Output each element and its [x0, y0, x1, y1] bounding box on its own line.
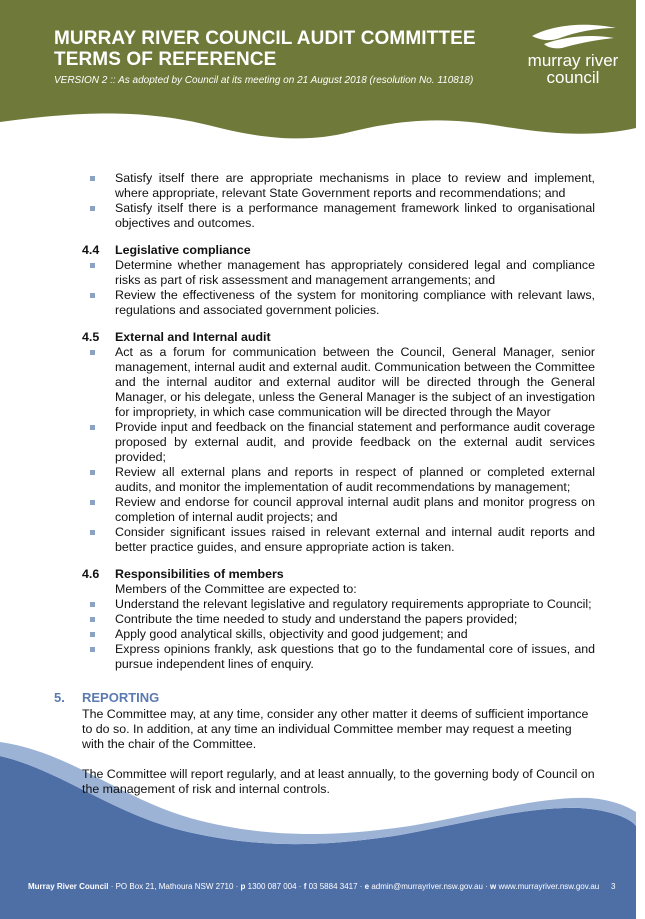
sections-container [82, 243, 595, 672]
page-number: 3 [611, 882, 616, 891]
section-heading [82, 243, 595, 258]
section-heading [82, 567, 595, 582]
bullet-item: Satisfy itself there are appropriate mechanisms in place to review and implement, where appropriate, relevant State Government reports and recommendations; and [115, 171, 595, 200]
footer-contact [28, 882, 599, 891]
document-title [54, 28, 476, 70]
reporting-section [54, 690, 595, 812]
footer-email-label: e [364, 882, 370, 891]
bullet-item: Satisfy itself there is a performance management framework linked to organisational objectives and outcomes. [115, 201, 595, 230]
section-number: 4.6 [82, 567, 100, 581]
footer-phone-label: p [240, 882, 246, 891]
section-number: 4.4 [82, 243, 100, 257]
river-swoosh-icon [518, 22, 628, 52]
reporting-heading [54, 690, 595, 705]
footer-fax: 03 5884 3417 · [306, 882, 365, 891]
section-bullet-list [82, 258, 595, 318]
section-title: Legislative compliance [115, 243, 251, 257]
bullet-item: Act as a forum for communication between the Council, General Manager, senior management, internal audit and external audit. Communication between the Committee and the internal auditor and external auditor will be directed through the General Manager, or his delegate, unless the General Manager is the subject of an investigation for impropriety, in which case communication will be directed through the Mayor [115, 345, 595, 419]
reporting-title: REPORTING [82, 690, 160, 705]
bullet-item: Understand the relevant legislative and regulatory requirements appropriate to Council; [115, 597, 595, 612]
section-4-5 [82, 330, 595, 555]
footer-web: www.murrayriver.nsw.gov.au [496, 882, 600, 891]
section-heading [82, 330, 595, 345]
version-line: VERSION 2 :: As adopted by Council at its meeting on 21 August 2018 (resolution No. 110818) [54, 75, 474, 86]
section-4-6 [82, 567, 595, 672]
section-bullet-list [82, 345, 595, 555]
logo-line-2: council [546, 68, 600, 87]
logo-line-1: murray river [527, 51, 619, 70]
footer-org: Murray River Council [28, 882, 109, 891]
bullet-item: Consider significant issues raised in relevant external and internal audit reports and better practice guides, and ensure appropriate action is taken. [115, 525, 595, 554]
footer-fax-label: f [303, 882, 307, 891]
bullet-item: Determine whether management has appropriately considered legal and compliance risks as part of risk assessment and management arrangements; and [115, 258, 595, 287]
footer-phone: 1300 087 004 · [245, 882, 304, 891]
title-line-2: TERMS OF REFERENCE [54, 49, 277, 70]
reporting-number: 5. [54, 690, 65, 705]
bullet-item: Apply good analytical skills, objectivity and good judgement; and [115, 627, 595, 642]
title-line-1: MURRAY RIVER COUNCIL AUDIT COMMITTEE [54, 28, 476, 49]
bullet-item: Review all external plans and reports in respect of planned or completed external audits, and monitor the implementation of audit recommendations by management; [115, 465, 595, 494]
section-4-4 [82, 243, 595, 318]
main-content [82, 171, 595, 672]
reporting-body [54, 707, 595, 797]
bullet-item: Review and endorse for council approval internal audit plans and monitor progress on completion of internal audit projects; and [115, 495, 595, 524]
bullet-item: Contribute the time needed to study and understand the papers provided; [115, 612, 595, 627]
bullet-item: Review the effectiveness of the system for monitoring compliance with relevant laws, regulations and associated government policies. [115, 288, 595, 317]
footer-address: · PO Box 21, Mathoura NSW 2710 · [108, 882, 241, 891]
section-bullet-list [82, 597, 595, 672]
logo-text [518, 52, 628, 86]
section-number: 4.5 [82, 330, 100, 344]
bullet-item: Provide input and feedback on the financial statement and performance audit coverage proposed by external audit, and provide feedback on the external audit services provided; [115, 420, 595, 464]
intro-bullet-list [82, 171, 595, 231]
footer-email: admin@murrayriver.nsw.gov.au · [369, 882, 491, 891]
bullet-item: Express opinions frankly, ask questions that go to the fundamental core of issues, and pursue independent lines of enquiry. [115, 642, 595, 671]
footer-web-label: w [490, 882, 497, 891]
reporting-paragraph: The Committee will report regularly, and at least annually, to the governing body of Council on the management of risk and internal controls. [82, 767, 595, 796]
council-logo [518, 22, 628, 92]
reporting-paragraph: The Committee may, at any time, consider any other matter it deems of sufficient importance to do so. In addition, at any time an individual Committee member may request a meeting with the chair of the Committee. [82, 707, 589, 751]
section-title: External and Internal audit [115, 330, 271, 344]
section-intro: Members of the Committee are expected to: [115, 582, 357, 596]
section-title: Responsibilities of members [115, 567, 284, 581]
